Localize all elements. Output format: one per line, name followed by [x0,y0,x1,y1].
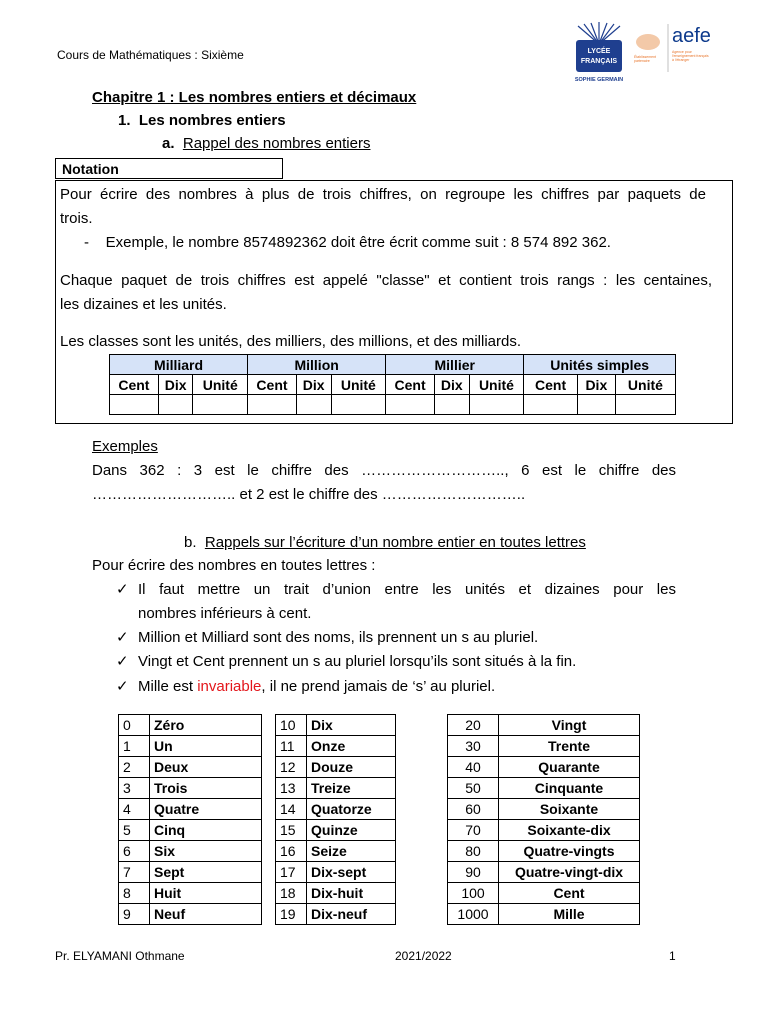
number-cell: 13 [276,778,307,799]
table-row [448,883,640,904]
number-cell: 11 [276,736,307,757]
number-cell: 9 [119,904,150,925]
invariable-highlight: invariable [197,678,262,695]
rank-cent: Cent [386,375,435,395]
table-row [276,778,396,799]
word-cell: Quinze [307,820,396,841]
table-row [119,820,262,841]
rank-unite: Unité [469,375,524,395]
table-row [448,778,640,799]
number-cell: 70 [448,820,499,841]
word-cell: Cinquante [499,778,640,799]
table-row [119,904,262,925]
empty-cell [577,395,615,415]
table-row [276,736,396,757]
empty-cell [248,395,297,415]
rule-3: ✓ Vingt et Cent prennent un s au pluriel lorsqu’ils sont situés à la fin. [116,650,576,674]
number-cell: 2 [119,757,150,778]
check-icon: ✓ [116,629,129,646]
table-row [119,778,262,799]
notation-paragraph-3: Les classes sont les unités, des milliers, des millions, et des milliards. [60,333,522,350]
aefe-logo [632,22,724,74]
empty-cell [193,395,248,415]
rule-1-line-2: nombres inférieurs à cent. [138,605,312,622]
svg-text:Établissement: Établissement [634,55,656,59]
word-cell: Quatre-vingts [499,841,640,862]
classes-table [109,354,676,415]
svg-text:à l'étranger: à l'étranger [672,58,690,62]
notation-example: - Exemple, le nombre 8574892362 doit être écrit comme suit : 8 574 892 362. [84,234,611,251]
chapter-title: Chapitre 1 : Les nombres entiers et décimaux [92,89,417,106]
number-cell: 7 [119,862,150,883]
table-row [119,757,262,778]
table-row [276,841,396,862]
svg-text:LYCÉE: LYCÉE [587,48,611,55]
number-cell: 20 [448,715,499,736]
rank-dix: Dix [434,375,469,395]
number-cell: 0 [119,715,150,736]
teens-table [275,714,396,925]
check-icon: ✓ [116,678,129,695]
rank-cent: Cent [248,375,297,395]
number-cell: 3 [119,778,150,799]
svg-text:l'enseignement français: l'enseignement français [672,54,709,58]
class-header-milliard: Milliard [110,355,248,375]
number-cell: 60 [448,799,499,820]
number-cell: 90 [448,862,499,883]
table-row [276,715,396,736]
table-row [119,715,262,736]
footer-author: Pr. ELYAMANI Othmane [55,949,185,963]
number-cell: 10 [276,715,307,736]
rank-dix: Dix [577,375,615,395]
table-row [448,841,640,862]
class-header-millier: Millier [386,355,524,375]
word-cell: Onze [307,736,396,757]
table-row [448,820,640,841]
word-cell: Deux [150,757,262,778]
table-row [119,841,262,862]
rule-2: ✓ Million et Milliard sont des noms, ils prennent un s au pluriel. [116,626,538,650]
svg-text:aefe: aefe [672,25,711,47]
number-cell: 1000 [448,904,499,925]
word-cell: Dix [307,715,396,736]
word-cell: Soixante [499,799,640,820]
word-cell: Mille [499,904,640,925]
number-cell: 50 [448,778,499,799]
footer-page-number: 1 [669,949,676,963]
notation-label: Notation [55,158,283,179]
table-row [448,757,640,778]
notation-paragraph-2-line-1: Chaque paquet de trois chiffres est appelé "classe" et contient trois rangs : les centaines, [60,272,712,289]
empty-cell [615,395,675,415]
number-cell: 40 [448,757,499,778]
number-cell: 6 [119,841,150,862]
footer-year: 2021/2022 [395,949,452,963]
notation-paragraph-2-line-2: les dizaines et les unités. [60,296,227,313]
word-cell: Quatre-vingt-dix [499,862,640,883]
number-cell: 12 [276,757,307,778]
number-cell: 14 [276,799,307,820]
number-cell: 19 [276,904,307,925]
empty-cell [158,395,193,415]
rank-dix: Dix [158,375,193,395]
number-cell: 17 [276,862,307,883]
table-row [448,715,640,736]
word-cell: Dix-huit [307,883,396,904]
rank-cent: Cent [524,375,578,395]
units-table [118,714,262,925]
table-row [448,862,640,883]
table-row [276,820,396,841]
word-cell: Trois [150,778,262,799]
table-row [448,736,640,757]
rule-4: ✓ Mille est invariable, il ne prend jamais de ‘s’ au pluriel. [116,675,495,699]
empty-cell [434,395,469,415]
table-row [276,862,396,883]
check-icon: ✓ [116,581,129,598]
rank-dix: Dix [296,375,331,395]
number-cell: 15 [276,820,307,841]
table-row [448,904,640,925]
class-header-unites: Unités simples [524,355,676,375]
number-cell: 30 [448,736,499,757]
table-row [119,862,262,883]
word-cell: Quatre [150,799,262,820]
svg-text:FRANÇAIS: FRANÇAIS [580,58,618,65]
number-cell: 100 [448,883,499,904]
table-row [276,883,396,904]
number-cell: 4 [119,799,150,820]
number-cell: 8 [119,883,150,904]
word-cell: Dix-sept [307,862,396,883]
word-cell: Treize [307,778,396,799]
empty-cell [386,395,435,415]
svg-text:Agence pour: Agence pour [672,50,692,54]
number-cell: 5 [119,820,150,841]
number-cell: 1 [119,736,150,757]
subsection-b-intro: Pour écrire des nombres en toutes lettres : [92,557,376,574]
word-cell: Zéro [150,715,262,736]
rank-unite: Unité [331,375,386,395]
exemples-heading: Exemples [92,438,158,455]
class-header-million: Million [248,355,386,375]
subsection-a-title: a. Rappel des nombres entiers [162,135,371,152]
rank-unite: Unité [193,375,248,395]
empty-cell [469,395,524,415]
rank-cent: Cent [110,375,159,395]
word-cell: Cinq [150,820,262,841]
word-cell: Soixante-dix [499,820,640,841]
table-row [276,799,396,820]
word-cell: Sept [150,862,262,883]
check-icon: ✓ [116,653,129,670]
svg-text:SOPHIE GERMAIN: SOPHIE GERMAIN [574,77,624,83]
number-cell: 80 [448,841,499,862]
tens-table [447,714,640,925]
notation-paragraph-1-line-2: trois. [60,210,93,227]
rule-1: ✓ Il faut mettre un trait d’union entre les unités et dizaines pour les [116,578,676,602]
word-cell: Un [150,736,262,757]
subsection-b-title: b. Rappels sur l’écriture d’un nombre entier en toutes lettres [184,534,586,551]
word-cell: Douze [307,757,396,778]
svg-text:partenaire: partenaire [634,59,650,63]
table-row [119,736,262,757]
rank-unite: Unité [615,375,675,395]
notation-paragraph-1-line-1: Pour écrire des nombres à plus de trois chiffres, on regroupe les chiffres par paquets de [60,186,706,203]
table-row [119,883,262,904]
word-cell: Quatorze [307,799,396,820]
section-1-title: 1. Les nombres entiers [118,112,286,129]
table-row [276,904,396,925]
number-cell: 16 [276,841,307,862]
empty-cell [524,395,578,415]
table-row [119,799,262,820]
exemples-line-2: ……………………….. et 2 est le chiffre des ……………………….. [92,486,526,503]
table-row [276,757,396,778]
exemples-line-1: Dans 362 : 3 est le chiffre des ……………………….., 6 est le chiffre des [92,462,676,479]
word-cell: Trente [499,736,640,757]
empty-cell [296,395,331,415]
word-cell: Quarante [499,757,640,778]
number-cell: 18 [276,883,307,904]
course-header: Cours de Mathématiques : Sixième [57,48,244,62]
word-cell: Seize [307,841,396,862]
lycee-logo [566,22,632,84]
word-cell: Neuf [150,904,262,925]
word-cell: Cent [499,883,640,904]
word-cell: Huit [150,883,262,904]
table-row [448,799,640,820]
empty-cell [331,395,386,415]
word-cell: Vingt [499,715,640,736]
word-cell: Six [150,841,262,862]
empty-cell [110,395,159,415]
word-cell: Dix-neuf [307,904,396,925]
